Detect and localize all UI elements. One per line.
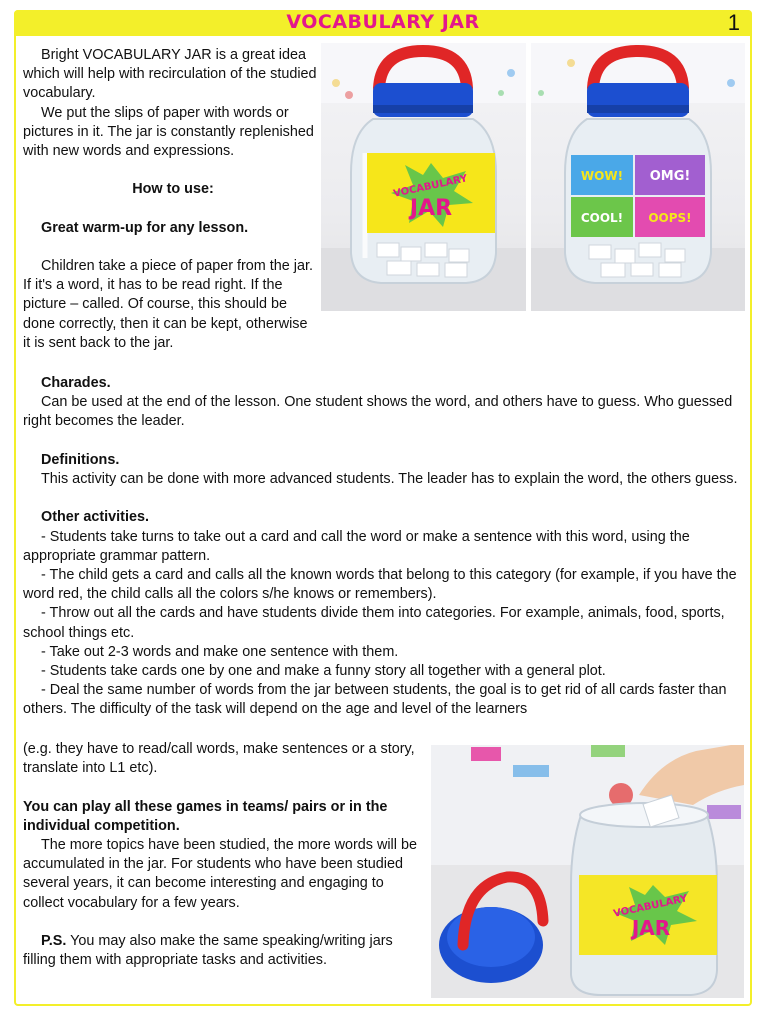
warmup-body: Children take a piece of paper from the jar. If it's a word, it has to be read right. If the picture – called. Of course, this should be done correctly, then it can be kept, otherwise it is sent back to the jar. (23, 258, 313, 351)
activities-section (23, 374, 748, 720)
activity-item: - The child gets a card and calls all the known words that belong to this category (for example, if you have the word red, the child calls all the colors s/he knows or remembers). (23, 567, 737, 603)
activity-item: - Students take turns to take out a card and call the word or make a sentence with this word, using the appropriate grammar pattern. (23, 528, 690, 564)
warmup-section (23, 257, 368, 353)
ps-paragraph (23, 932, 423, 970)
intro-column (23, 46, 323, 238)
ps-body: You may also make the same speaking/writing jars filling them with appropriate tasks and activities. (23, 933, 393, 969)
bottom-column (23, 740, 423, 970)
ps-label: P.S. (41, 933, 67, 949)
warmup-heading: Great warm-up for any lesson. (41, 219, 249, 236)
intro-paragraph-1: Bright VOCABULARY JAR is a great idea which will help with recirculation of the studied vocabulary. (23, 47, 317, 102)
jar-label-word-1: VOCABULARY (392, 173, 469, 200)
jar-label-omg: OMG! (649, 169, 691, 184)
jar-label-word-2-b: JAR (631, 916, 671, 940)
how-to-use-heading: How to use: (132, 181, 214, 198)
vocabulary-jar-photo (321, 43, 526, 311)
intro-paragraph-2: We put the slips of paper with words or pictures in it. The jar is constantly replenished with new words and expressions. (23, 104, 314, 160)
page-title: VOCABULARY JAR (286, 11, 480, 33)
title-bar (14, 10, 752, 36)
activity-item: - Take out 2-3 words and make one sentence with them. (41, 643, 399, 660)
other-activities-heading: Other activities. (41, 509, 149, 526)
page-number: 1 (727, 10, 740, 35)
charades-heading: Charades. (41, 375, 111, 391)
activity-item: - Deal the same number of words from the jar between students, the goal is to get rid of all cards faster than others. The difficulty of the task will depend on the age and level of the learners (23, 682, 727, 718)
activity-item-continued: (e.g. they have to read/call words, make sentences or a story, translate into L1 etc). (23, 741, 415, 777)
jar-label-word-1-b: VOCABULARY (612, 893, 689, 920)
activity-item: - Students take cards one by one and make a funny story all together with a general plot. (41, 663, 606, 680)
jar-label-cool: COOL! (580, 211, 624, 225)
activity-item: - Throw out all the cards and have students divide them into categories. For example, animals, food, sports, school things etc. (23, 605, 725, 641)
jar-label-oops: OOPS! (648, 211, 692, 225)
jar-label-wow: WOW! (580, 169, 624, 183)
teams-body: The more topics have been studied, the more words will be accumulated in the jar. For students who have been studied several years, it can become interesting and engaging to collect vocabulary for a few years. (23, 837, 417, 911)
comic-jar-photo (531, 43, 745, 311)
charades-body: Can be used at the end of the lesson. One student shows the word, and others have to guess. Who guessed right becomes the leader. (23, 394, 733, 430)
definitions-heading: Definitions. (41, 451, 120, 468)
jar-label-word-2: JAR (409, 196, 453, 221)
teams-heading: You can play all these games in teams/ pairs or in the individual competition. (23, 798, 388, 834)
open-jar-photo (431, 745, 744, 998)
definitions-body: This activity can be done with more advanced students. The leader has to explain the word, the others guess. (41, 471, 738, 487)
